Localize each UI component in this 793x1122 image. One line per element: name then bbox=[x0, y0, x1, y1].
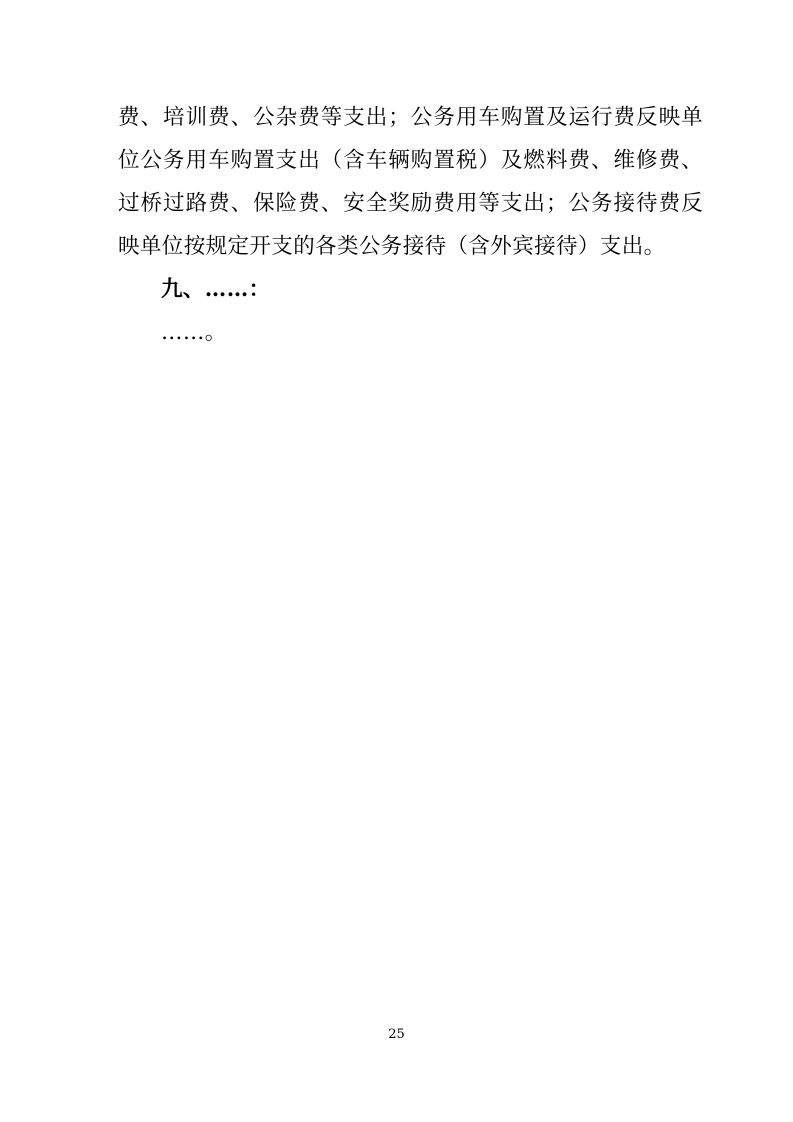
section-heading: 九、……： bbox=[161, 277, 271, 302]
document-content bbox=[118, 96, 703, 354]
page-number: 25 bbox=[388, 1027, 405, 1042]
body-paragraph: 费、培训费、公杂费等支出；公务用车购置及运行费反映单位公务用车购置支出（含车辆购置税）及燃料费、维修费、过桥过路费、保险费、安全奖励费用等支出；公务接待费反映单位按规定开支的各类公务接待（含外宾接待）支出。 bbox=[118, 105, 703, 259]
section-sub-paragraph: ……。 bbox=[161, 320, 227, 345]
